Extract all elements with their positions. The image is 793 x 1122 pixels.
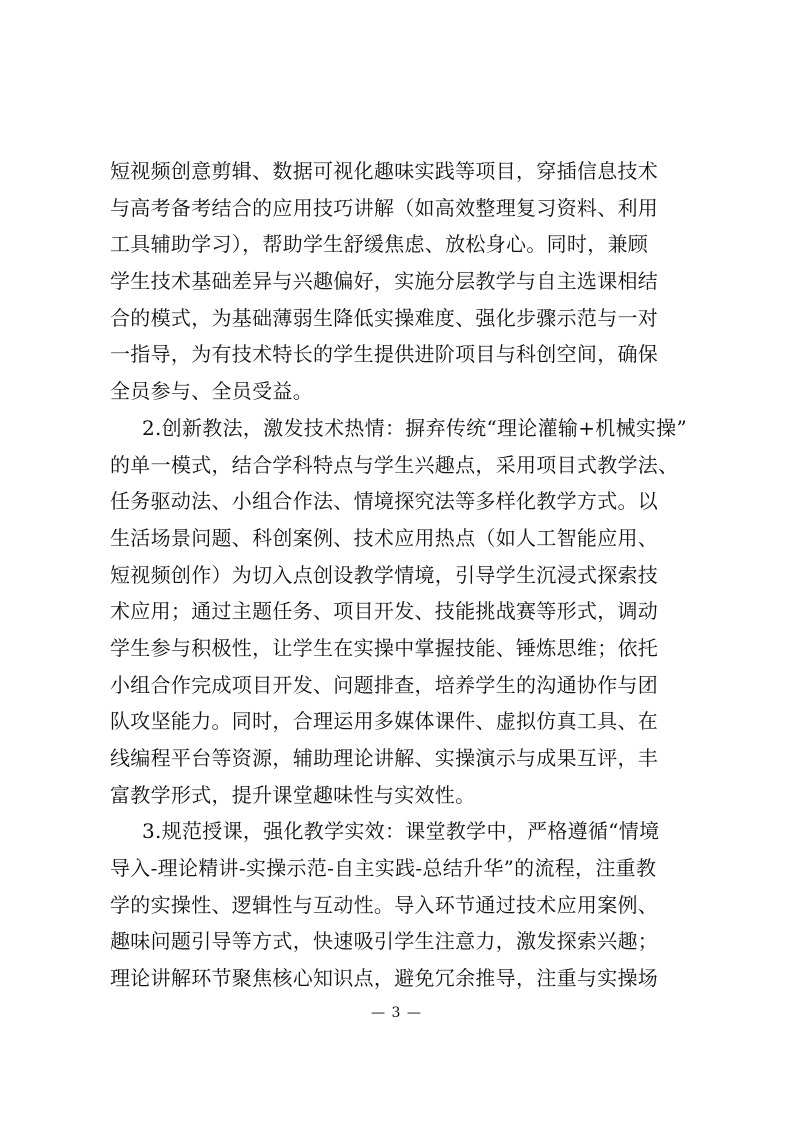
text-line: 导入-理论精讲-实操示范-自主实践-总结升华”的流程，注重教 xyxy=(110,856,657,881)
text-line: 工具辅助学习），帮助学生舒缓焦虑、放松身心。同时，兼顾 xyxy=(110,232,649,257)
text-line: 与高考备考结合的应用技巧讲解（如高效整理复习资料、利用 xyxy=(110,195,659,220)
text-line: 全员参与、全员受益。 xyxy=(110,379,313,404)
text-line: 一指导，为有技术特长的学生提供进阶项目与科创空间，确保 xyxy=(110,342,659,367)
text-line: 合的模式，为基础薄弱生降低实操难度、强化步骤示范与一对 xyxy=(110,305,659,330)
body-text xyxy=(110,153,700,997)
text-line: 短视频创意剪辑、数据可视化趣味实践等项目，穿插信息技术 xyxy=(110,159,659,183)
text-line: 富教学形式，提升课堂趣味性与实效性。 xyxy=(110,782,476,807)
text-line: 小组合作完成项目开发、问题排查，培养学生的沟通协作与团 xyxy=(110,672,659,697)
section-3-heading-line: 3.规范授课，强化教学实效：课堂教学中，严格遵循“情境 xyxy=(142,819,660,844)
text-line: 学的实操性、逻辑性与互动性。导入环节通过技术应用案例、 xyxy=(110,892,659,917)
text-line: 线编程平台等资源，辅助理论讲解、实操演示与成果互评，丰 xyxy=(110,746,659,770)
text-line: 任务驱动法、小组合作法、情境探究法等多样化教学方式。以 xyxy=(110,489,659,514)
text-line: 学生技术基础差异与兴趣偏好，实施分层教学与自主选课相结 xyxy=(110,269,659,294)
text-line: 理论讲解环节聚焦核心知识点，避免冗余推导，注重与实操场 xyxy=(110,966,659,991)
text-line: 队攻坚能力。同时，合理运用多媒体课件、虚拟仿真工具、在 xyxy=(110,709,659,734)
text-line: 短视频创作）为切入点创设教学情境，引导学生沉浸式探索技 xyxy=(110,562,659,587)
text-line: 的单一模式，结合学科特点与学生兴趣点，采用项目式教学法、 xyxy=(110,452,679,477)
text-line: 生活场景问题、科创案例、技术应用热点（如人工智能应用、 xyxy=(110,525,659,550)
text-line: 学生参与积极性，让学生在实操中掌握技能、锤炼思维；依托 xyxy=(110,635,659,660)
text-line: 趣味问题引导等方式，快速吸引学生注意力，激发探索兴趣； xyxy=(110,929,659,954)
text-line: 术应用；通过主题任务、项目开发、技能挑战赛等形式，调动 xyxy=(110,599,659,624)
section-2-heading-line: 2.创新教法，激发技术热情：摒弃传统“理论灌输+机械实操” xyxy=(142,415,687,440)
page-number: — 3 — xyxy=(371,1005,422,1021)
